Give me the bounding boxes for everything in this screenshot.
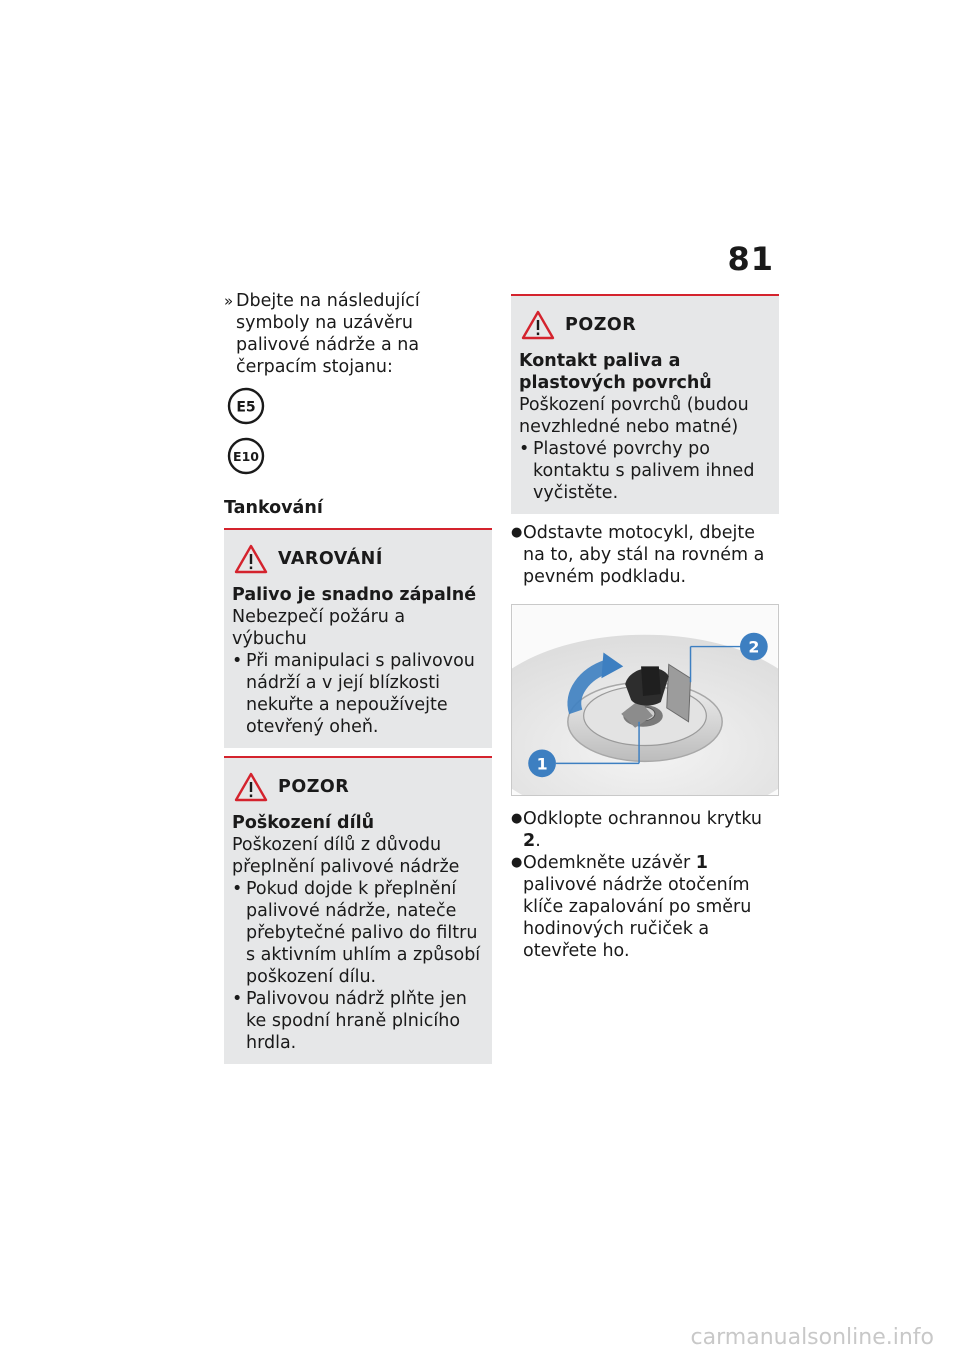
caution-subtitle: Kontakt paliva a plastových povrchů: [519, 351, 712, 393]
warning-box: [224, 528, 492, 748]
step-item: ● Odklopte ochrannou krytku 2.: [511, 809, 763, 851]
caution-box-plastic: [511, 294, 779, 514]
e10-label: E10: [233, 449, 259, 464]
warning-title: VAROVÁNÍ: [278, 549, 383, 569]
caution-bullet: • Plastové povrchy po kontaktu s palivem ihned vyčistěte.: [519, 439, 755, 503]
watermark: carmanualsonline.info: [690, 1325, 934, 1350]
warning-triangle-icon: [234, 772, 268, 802]
caution-title: POZOR: [278, 777, 350, 797]
caution-subtitle: Poškození dílů: [232, 813, 375, 833]
warning-triangle-icon: [234, 544, 268, 574]
intro-paragraph: [224, 290, 492, 378]
caution-box-parts: [224, 756, 492, 1064]
intro-text: Dbejte na následující symboly na uzávěru palivové nádrže a na čerpacím stojanu:: [236, 291, 420, 377]
warning-bullet: • Při manipulaci s palivovou nádrží a v její blízkosti nekuřte a nepoužívejte otevřený oheň.: [232, 651, 475, 737]
fuel-cap-illustration: [511, 604, 779, 796]
step-item: ● Odemkněte uzávěr 1 palivové nádrže otočením klíče zapalování po směru hodinových ručiček a otevřete ho.: [511, 853, 752, 961]
left-column: [224, 290, 492, 1072]
step-item: ● Odstavte motocykl, dbejte na to, aby stál na rovném a pevném podkladu.: [511, 523, 765, 587]
caution-description: Poškození dílů z důvodu přeplnění palivové nádrže: [232, 835, 460, 877]
e5-fuel-symbol-icon: [224, 386, 268, 426]
caution-title: POZOR: [565, 315, 637, 335]
caution-description: Poškození povrchů (budou nevzhledné nebo matné): [519, 395, 749, 437]
page-number: 81: [727, 240, 774, 278]
callout-1-label: 1: [536, 754, 548, 774]
caution-bullet: • Palivovou nádrž plňte jen ke spodní hraně plnicího hrdla.: [232, 989, 467, 1053]
warning-subtitle: Palivo je snadno zápalné: [232, 585, 477, 605]
right-column: [511, 294, 779, 962]
callout-2-label: 2: [748, 637, 760, 657]
warning-description: Nebezpečí požáru a výbuchu: [232, 607, 406, 649]
arrow-marker: »: [224, 292, 234, 310]
e10-fuel-symbol-icon: [224, 436, 268, 476]
e5-label: E5: [236, 399, 256, 416]
warning-triangle-icon: [521, 310, 555, 340]
section-title: Tankování: [224, 498, 323, 518]
caution-bullet: • Pokud dojde k přeplnění palivové nádrže, nateče přebytečné palivo do filtru s aktivním uhlím a způsobí poškození dílu.: [232, 879, 481, 987]
